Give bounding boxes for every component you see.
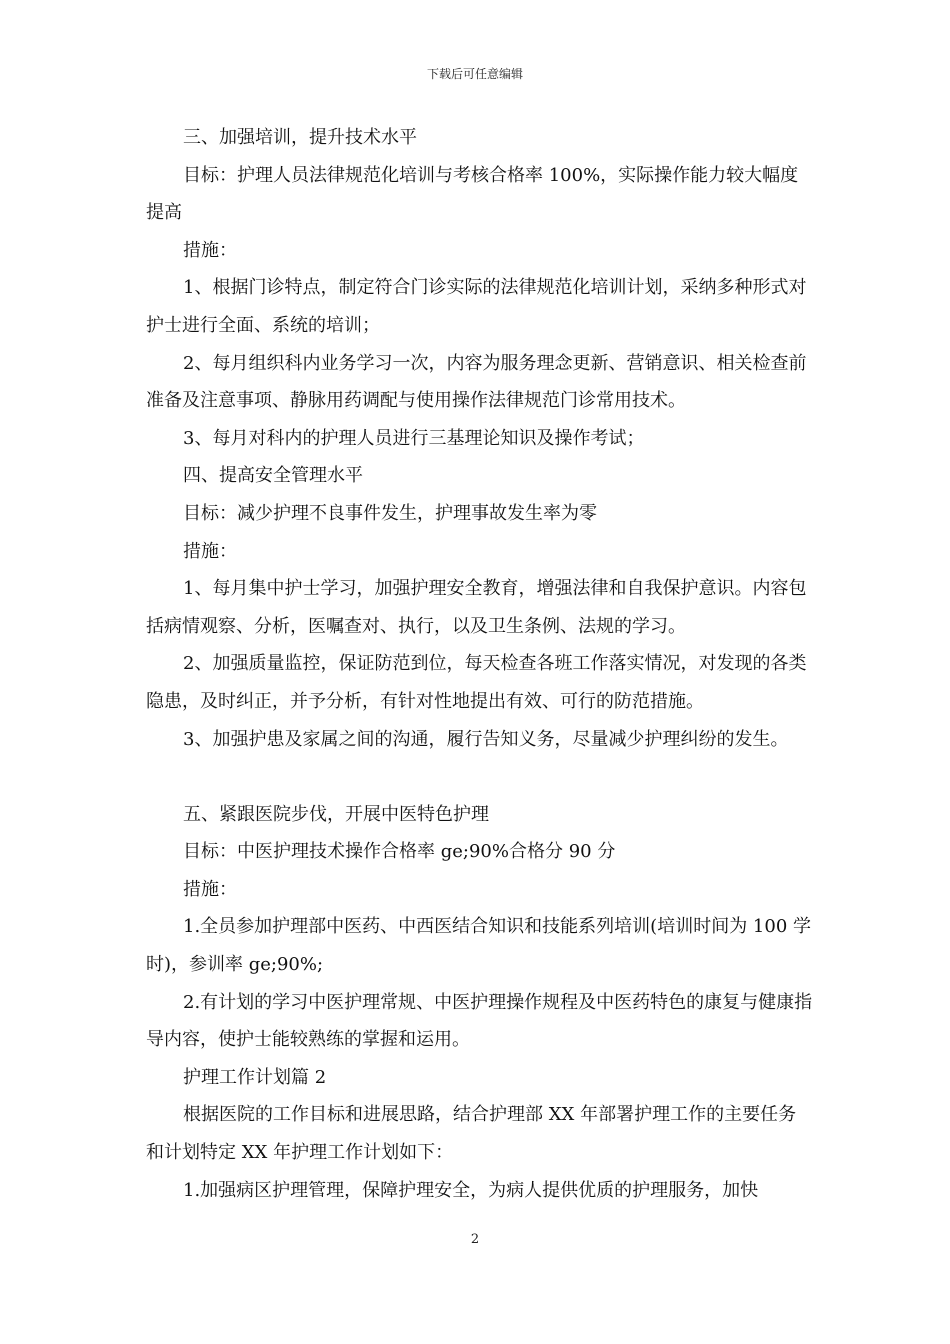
page-number: 2	[470, 1232, 480, 1247]
goal-paragraph: 目标：减少护理不良事件发生，护理事故发生率为零	[183, 502, 597, 524]
goal-paragraph: 目标：护理人员法律规范化培训与考核合格率 100%，实际操作能力较大幅度提高	[146, 164, 799, 224]
measure-item: 2、加强质量监控，保证防范到位，每天检查各班工作落实情况，对发现的各类隐患，及时纠正，并予分析，有针对性地提出有效、可行的防范措施。	[146, 653, 807, 712]
section-heading: 四、提高安全管理水平	[183, 465, 363, 487]
document-body	[146, 119, 814, 1209]
page-header: 下载后可任意编辑	[426, 67, 523, 81]
measures-label: 措施：	[183, 540, 237, 562]
measures-label: 措施：	[183, 878, 237, 900]
measures-label: 措施：	[183, 239, 237, 261]
section-heading: 五、紧跟医院步伐，开展中医特色护理	[183, 803, 489, 825]
plan-item: 1.加强病区护理管理，保障护理安全，为病人提供优质的护理服务，加快	[183, 1179, 759, 1201]
measure-item: 2.有计划的学习中医护理常规、中医护理操作规程及中医药特色的康复与健康指导内容，使护士能较熟练的掌握和运用。	[146, 991, 813, 1051]
measure-item: 1、每月集中护士学习，加强护理安全教育，增强法律和自我保护意识。内容包括病情观察、分析，医嘱查对、执行，以及卫生条例、法规的学习。	[146, 578, 807, 637]
goal-paragraph: 目标：中医护理技术操作合格率 ge;90%合格分 90 分	[183, 841, 616, 863]
measure-item: 3、每月对科内的护理人员进行三基理论知识及操作考试；	[183, 427, 645, 449]
section-heading: 三、加强培训，提升技术水平	[183, 127, 417, 148]
measure-item: 2、每月组织科内业务学习一次，内容为服务理念更新、营销意识、相关检查前准备及注意事项、静脉用药调配与使用操作法律规范门诊常用技术。	[146, 352, 807, 412]
measure-item: 1.全员参加护理部中医药、中西医结合知识和技能系列培训(培训时间为 100 学时)，参训率 ge;90%;	[146, 916, 811, 976]
measure-item: 3、加强护患及家属之间的沟通，履行告知义务，尽量减少护理纠纷的发生。	[183, 728, 789, 750]
measure-item: 1、根据门诊特点，制定符合门诊实际的法律规范化培训计划，采纳多种形式对护士进行全面、系统的培训；	[146, 277, 807, 336]
chapter-title: 护理工作计划篇 2	[183, 1066, 327, 1088]
intro-paragraph: 根据医院的工作目标和进展思路，结合护理部 XX 年部署护理工作的主要任务和计划特定 XX 年护理工作计划如下：	[146, 1104, 797, 1164]
blank-line	[146, 758, 814, 796]
